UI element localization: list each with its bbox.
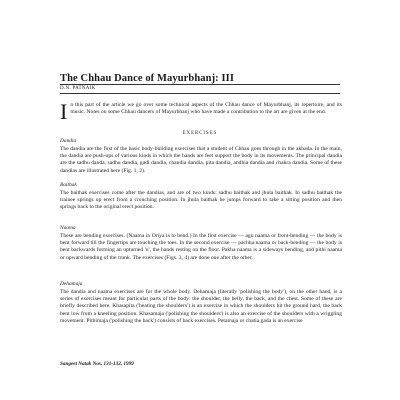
- paragraph-naama: These are bending exercises. (Naama in Oriya is to bend.) In the first exercise — agu naama or front-bending — the body is bent forward till the fingertips are touching the toes. In the second exercise — pachha naama or back-bending — the body is bent backwards forming an upturned 'u', the hands resting on the floor. Pakha naama is a sideways bending, and pithi naama or upward bending of the trunk. The exercises (Figs. 3, 4) are done one after the other.: [60, 233, 342, 261]
- intro-paragraph: [60, 99, 342, 124]
- article-author: D.N. PATNAIK: [60, 86, 96, 91]
- subheading-dandia: Dandia: [60, 138, 77, 144]
- page-footer: Sangeet Natak Nos. 131-132, 1999: [60, 361, 134, 367]
- paragraph-dehamaja: The dandia and naama exercises are for the whole body. Dehamaja (literally 'polishing the body'), on the other hand, is a series of exercises meant for particular parts of the body: the shoulder, the belly, the back, and the chest. Some of these are briefly described here. Khasapita ('beating the shoulders') is an exercise in which the shoulders hit the ground hard, the back bent low from a kneeling position. Khasamaja ('polishing the shoulders') is also an exercise of the shoulders with a wriggling movement. Pithimaja ('polishing the back') consists of back exercises. Petamaja or chatia gada is an exercise: [60, 289, 342, 324]
- title-rule: [60, 84, 340, 85]
- subheading-baithak: Baithak: [60, 182, 77, 188]
- drop-cap: I: [60, 99, 68, 124]
- article-title: The Chhau Dance of Mayurbhanj: III: [60, 73, 235, 84]
- section-heading: EXERCISES: [182, 131, 218, 136]
- intro-text: n this part of the article we go over some technical aspects of the Chhau dance of Mayurbhanj, its repertoire, and its music. Notes on some Chhau dancers of Mayurbhanj who have made a contribution to the art are given at the end.: [70, 102, 342, 116]
- subheading-dehamaja: Dehamaja: [60, 281, 83, 287]
- paragraph-dandia: The dandia are the first of the basic body-building exercises that a student of Chhau goes through in the akhada. In the main, the dandia are push-ups of various kinds in which the hands are feet support the body in its movements. The principal dandia are the sadhu danda, sadhu dandia, gadi dandia, chandia dandia, pita dandia, andhia dandia and chakra dandia. Some of these dandias are illustrated here (Fig. 1, 2).: [60, 146, 342, 174]
- author-rule: [60, 93, 340, 94]
- paragraph-baithak: The baithak exercises come after the dandias, and are of two kinds: sadhu baithak and jhula baithak. In sadhu baithak the trainee springs up erect from a crouching position. In jhula baithak he jumps forward to take a sitting position and then springs back to the original erect position.: [60, 190, 342, 211]
- subheading-naama: Naama: [60, 225, 76, 231]
